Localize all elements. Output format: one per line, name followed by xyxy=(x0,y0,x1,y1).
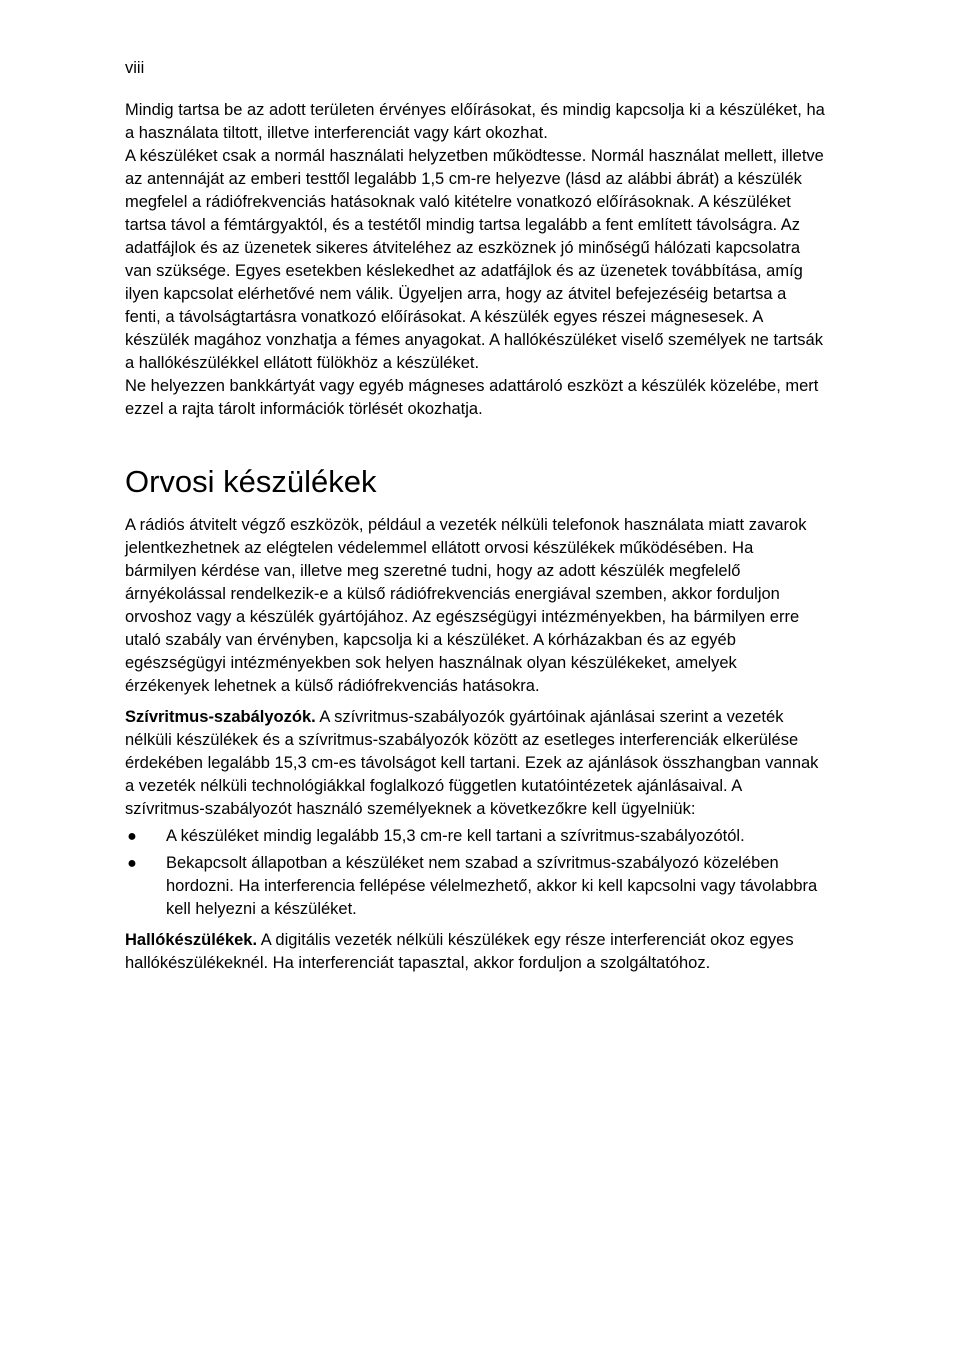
pacemaker-bullet-list xyxy=(125,825,825,921)
list-item xyxy=(125,852,825,921)
page-number: viii xyxy=(125,59,145,77)
pacemaker-paragraph xyxy=(125,706,825,821)
document-body xyxy=(125,99,825,975)
pacemaker-text: A szívritmus-szabályozók gyártóinak ajánlásai szerint a vezeték nélküli készülékek és a szívritmus-szabályozók között az esetleges interferenciák elkerülése érdekében legalább 15,3 cm-es távolságot kell tartani. Ezek az ajánlások összhangban vannak a vezeték nélküli technológiákkal foglalkozó független kutatóintézetek ajánlásaival. A szívritmus-szabályozót használó személyeknek a következőkre kell ügyelniük: xyxy=(125,708,819,818)
intro-paragraph: Ne helyezzen bankkártyát vagy egyéb mágneses adattároló eszközt a készülék közelébe, mert ezzel a rajta tárolt információk törlését okozhatja. xyxy=(125,377,819,418)
section-lead-paragraph: A rádiós átvitelt végző eszközök, például a vezeték nélküli telefonok használata miatt zavarok jelentkezhetnek az elégtelen védelemmel ellátott orvosi készülékek működésében. Ha bármilyen kérdése van, illetve meg szeretné tudni, hogy az adott készülék megfelelő árnyékolással rendelkezik-e a külső rádiófrekvenciás energiával szemben, akkor forduljon orvoshoz vagy a készülék gyártójához. Az egészségügyi intézményekben, ha bármilyen erre utaló szabály van érvényben, kapcsolja ki a készüléket. A kórházakban és az egyéb egészségügyi intézményekben sok helyen használnak olyan készülékeket, amelyek érzékenyek lehetnek a külső rádiófrekvenciás hatásokra. xyxy=(125,516,807,695)
section-title: Orvosi készülékek xyxy=(125,464,377,499)
bullet-icon: ● xyxy=(127,855,137,872)
hearing-aids-heading: Hallókészülékek. xyxy=(125,931,258,949)
hearing-aids-text: A digitális vezeték nélküli készülékek egy része interferenciát okoz egyes hallókészülékeknél. Ha interferenciát tapasztal, akkor forduljon a szolgáltatóhoz. xyxy=(125,931,794,972)
intro-paragraph: Mindig tartsa be az adott területen érvényes előírásokat, és mindig kapcsolja ki a készüléket, ha a használata tiltott, illetve interferenciát vagy kárt okozhat. xyxy=(125,101,825,142)
list-item-text: A készüléket mindig legalább 15,3 cm-re kell tartani a szívritmus-szabályozótól. xyxy=(166,827,745,845)
intro-paragraph: A készüléket csak a normál használati helyzetben működtesse. Normál használat mellett, illetve az antennáját az emberi testtől legalább 1,5 cm-re helyezve (lásd az alábbi ábrát) a készülék megfelel a rádiófrekvenciás hatásoknak való kitételre vonatkozó előírásoknak. A készüléket tartsa távol a fémtárgyaktól, és a testétől mindig tartsa legalább a fent említett távolságra. Az adatfájlok és az üzenetek sikeres átviteléhez az eszköznek jó minőségű hálózati kapcsolatra van szüksége. Egyes esetekben késlekedhet az adatfájlok és az üzenetek továbbítása, amíg ilyen kapcsolat elérhetővé nem válik. Ügyeljen arra, hogy az átvitel befejezéséig betartsa a fenti, a távolságtartásra vonatkozó előírásokat. A készülék egyes részei mágnesesek. A készülék magához vonzhatja a fémes anyagokat. A hallókészüléket viselő személyek ne tartsák a hallókészülékkel ellátott fülökhöz a készüléket. xyxy=(125,147,824,372)
list-item xyxy=(125,825,825,848)
intro-section xyxy=(125,99,825,421)
pacemaker-heading: Szívritmus-szabályozók. xyxy=(125,708,316,726)
list-item-text: Bekapcsolt állapotban a készüléket nem szabad a szívritmus-szabályozó közelében hordozni. Ha interferencia fellépése vélelmezhető, akkor ki kell kapcsolni vagy távolabbra kell helyezni a készüléket. xyxy=(166,854,818,918)
bullet-icon: ● xyxy=(127,828,137,845)
hearing-aids-paragraph xyxy=(125,929,825,975)
